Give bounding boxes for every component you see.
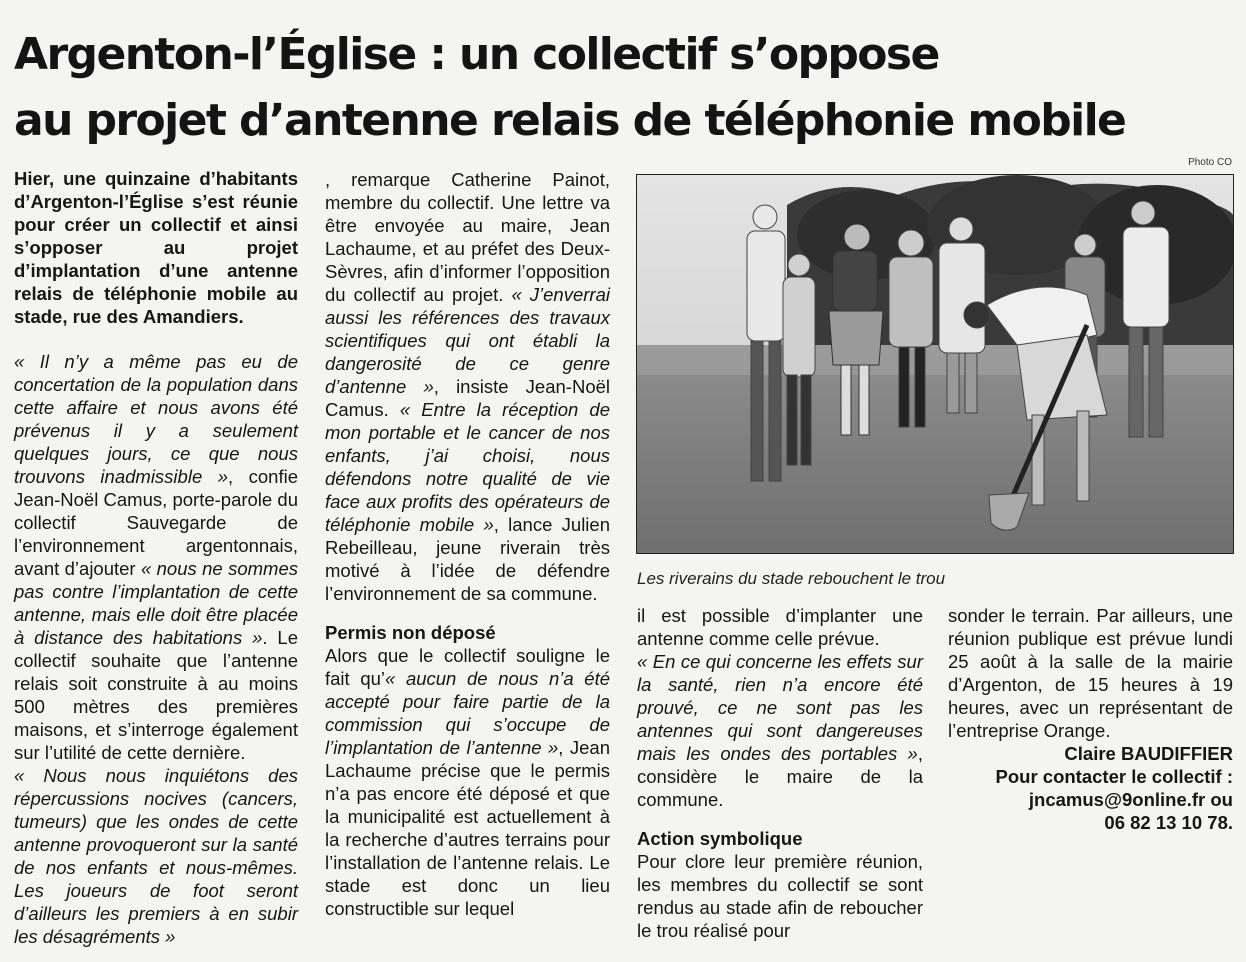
body-paragraph [14, 350, 298, 764]
body-paragraph [325, 644, 610, 920]
article-column-4 [948, 604, 1233, 834]
quote: « Il n’y a même pas eu de concertation de la population dans cette affaire et nous avons été prévenus il y a seulement quelques jours, ce que nous trouvons inadmissible » [14, 351, 298, 487]
body-paragraph [637, 650, 923, 811]
quote: « Nous nous inquiétons des répercussions nocives (cancers, tumeurs) que les ondes de cette antenne provoqueront sur la santé de nos enfants et nous-mêmes. Les joueurs de foot seront d’ailleurs les premiers à en subir les désagréments » [14, 765, 298, 947]
quote: « aucun de nous n’a été accepté pour faire partie de la commission qui s’occupe de l’implantation de l’antenne » [325, 668, 610, 758]
headline-line-2: au projet d’antenne relais de téléphonie mobile [14, 95, 1126, 146]
body-text: , lance Julien Rebeilleau, jeune riverain très motivé à l’idée de défendre l’environnement de sa commune. [325, 514, 610, 604]
article-column-2 [325, 168, 610, 920]
photo-credit: Photo CO [1188, 157, 1232, 168]
article-column-1 [14, 167, 298, 948]
lead-paragraph: Hier, une quinzaine d’habitants d’Argenton-l’Église s’est réunie pour créer un collectif et ainsi s’opposer au projet d’implantation d’une antenne relais de téléphonie mobile au stade, rue des Amandiers. [14, 168, 298, 327]
quote: « J’enverrai aussi les références des travaux scientifiques qui ont établi la dangerosité de ce genre d’antenne » [325, 284, 610, 397]
body-text: , Jean Lachaume précise que le permis n’a pas encore été déposé et que la municipalité est actuellement à la recherche d’autres terrains pour l’installation de l’antenne relais. Le stade est donc un lieu constructible sur lequel [325, 737, 610, 919]
article-column-3 [637, 604, 923, 942]
quote: « En ce qui concerne les effets sur la santé, rien n’a encore été prouvé, ce ne sont pas les antennes qui sont dangereuses mais les ondes des portables » [637, 651, 923, 764]
headline [14, 22, 1236, 154]
body-text: , confie Jean-Noël Camus, porte-parole du collectif Sauvegarde de l’environnement argentonnais, avant d’ajouter [14, 466, 298, 579]
subheading-action: Action symbolique [637, 828, 803, 849]
author-signature: Claire BAUDIFFIER [1064, 743, 1233, 764]
photo-illustration [637, 175, 1233, 553]
body-text: . Le collectif souhaite que l’antenne relais soit construite à au moins 500 mètres des premières maisons, et s’interroge également sur l’utilité de cette dernière. [14, 627, 299, 763]
contact-email: jncamus@9online.fr ou [1028, 789, 1233, 810]
subheading-permis: Permis non déposé [325, 622, 496, 643]
contact-phone: 06 82 13 10 78. [1104, 812, 1233, 833]
quote: « nous ne sommes pas contre l’implantation de cette antenne, mais elle doit être placée à distance des habitations » [14, 558, 298, 648]
body-paragraph: il est possible d’implanter une antenne comme celle prévue. [637, 605, 923, 649]
body-text: , considère le maire de la commune. [637, 743, 923, 810]
body-text: , insiste Jean-Noël Camus. [325, 376, 611, 420]
body-paragraph: Pour clore leur première réunion, les membres du collectif se sont rendus au stade afin de reboucher le trou réalisé pour [637, 851, 923, 941]
contact-label: Pour contacter le collectif : [995, 766, 1233, 787]
body-paragraph [325, 168, 610, 605]
article-photo [636, 174, 1234, 554]
body-text: , remarque Catherine Painot, membre du collectif. Une lettre va être envoyée au maire, Jean Lachaume, et au préfet des Deux-Sèvres, afin d’informer l’opposition du collectif au projet. [325, 169, 610, 305]
body-paragraph [14, 764, 298, 948]
quote: « Entre la réception de mon portable et le cancer de nos enfants, j’ai choisi, nous défendons notre qualité de vie face aux profits des opérateurs de téléphonie mobile » [325, 399, 610, 535]
photo-caption: Les riverains du stade rebouchent le trou [637, 569, 946, 588]
body-text: Alors que le collectif souligne le fait qu’ [325, 645, 610, 689]
body-paragraph: sonder le terrain. Par ailleurs, une réunion publique est prévue lundi 25 août à la salle de la mairie d’Argenton, de 15 heures à 19 heures, avec un représentant de l’entreprise Orange. [948, 605, 1233, 741]
headline-line-1: Argenton-l’Église : un collectif s’oppose [14, 29, 939, 80]
